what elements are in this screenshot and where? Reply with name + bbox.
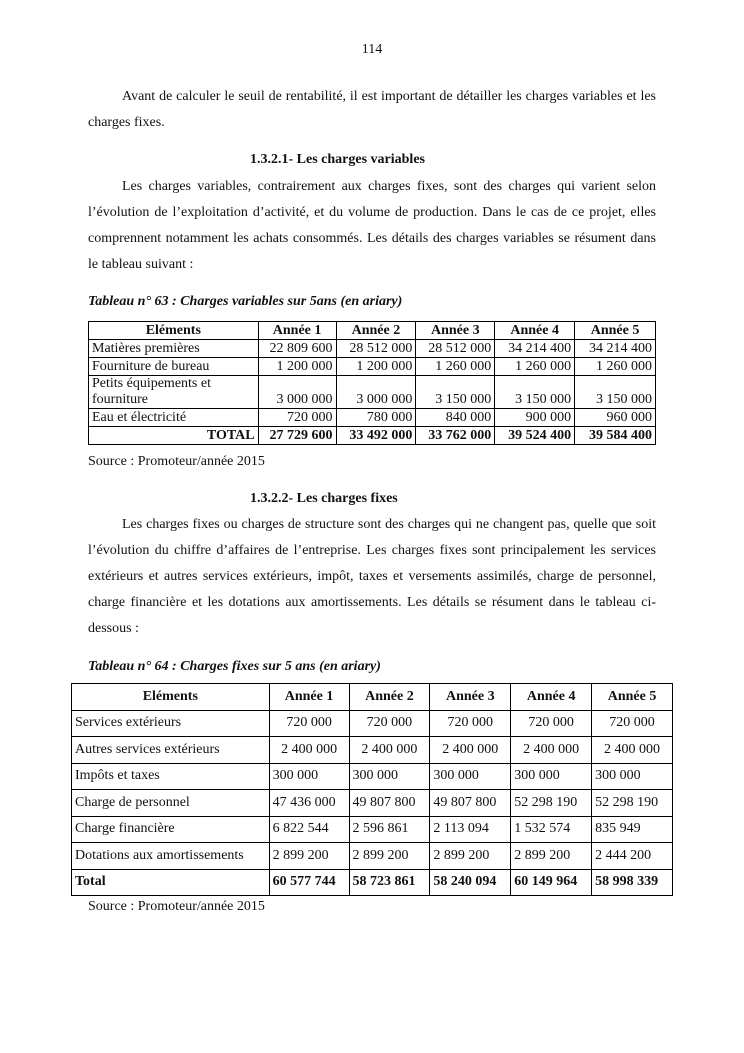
column-header: Année 4: [495, 322, 575, 340]
cell-value: 49 807 800: [349, 790, 430, 817]
table-row: [72, 710, 673, 737]
cell-value: 6 822 544: [269, 816, 349, 843]
total-value: 33 492 000: [336, 427, 416, 445]
cell-value: 2 400 000: [269, 737, 349, 764]
total-value: 58 998 339: [592, 869, 673, 896]
cell-value: 720 000: [511, 710, 592, 737]
column-header: Eléments: [89, 322, 259, 340]
cell-value: 960 000: [575, 409, 656, 427]
column-header: Année 2: [349, 684, 430, 711]
cell-value: 1 532 574: [511, 816, 592, 843]
table-row: [89, 358, 656, 376]
table-row: [72, 816, 673, 843]
table-row: [89, 376, 656, 409]
total-row: [72, 869, 673, 896]
cell-value: 720 000: [592, 710, 673, 737]
total-value: 27 729 600: [258, 427, 336, 445]
cell-value: 300 000: [511, 763, 592, 790]
cell-value: 720 000: [349, 710, 430, 737]
cell-value: 34 214 400: [495, 340, 575, 358]
row-label: Dotations aux amortissements: [72, 843, 270, 870]
cell-value: 22 809 600: [258, 340, 336, 358]
row-label: Eau et électricité: [89, 409, 259, 427]
cell-value: 300 000: [430, 763, 511, 790]
total-value: 33 762 000: [416, 427, 495, 445]
cell-value: 2 596 861: [349, 816, 430, 843]
cell-value: 28 512 000: [336, 340, 416, 358]
row-label: Impôts et taxes: [72, 763, 270, 790]
column-header: Année 3: [416, 322, 495, 340]
column-header: Année 5: [592, 684, 673, 711]
cell-value: 1 260 000: [575, 358, 656, 376]
total-label: TOTAL: [89, 427, 259, 445]
row-label: Fourniture de bureau: [89, 358, 259, 376]
cell-value: 2 899 200: [349, 843, 430, 870]
row-label: Charge de personnel: [72, 790, 270, 817]
table-row: [89, 340, 656, 358]
total-value: 58 723 861: [349, 869, 430, 896]
section-heading-variable-charges: 1.3.2.1- Les charges variables: [250, 152, 425, 167]
variable-charges-table: [88, 321, 656, 445]
row-label: Matières premières: [89, 340, 259, 358]
cell-value: 2 400 000: [511, 737, 592, 764]
cell-value: 2 899 200: [511, 843, 592, 870]
cell-value: 840 000: [416, 409, 495, 427]
variable-charges-paragraph: Les charges variables, contrairement aux charges fixes, sont des charges qui varient selon l’évolution de l’exploitation d’activité, et du volume de production. Dans le cas de ce projet, elles comprennent notamment les achats consommés. Les détails des charges variables se résument dans le tableau suivant :: [88, 179, 656, 272]
table-63-caption: Tableau n° 63 : Charges variables sur 5ans (en ariary): [88, 294, 403, 309]
column-header: Année 5: [575, 322, 656, 340]
total-value: 60 149 964: [511, 869, 592, 896]
table-row: [72, 790, 673, 817]
total-value: 39 524 400: [495, 427, 575, 445]
cell-value: 3 000 000: [258, 376, 336, 409]
fixed-charges-table: [71, 683, 673, 896]
column-header: Année 4: [511, 684, 592, 711]
header-row: [72, 684, 673, 711]
cell-value: 3 150 000: [575, 376, 656, 409]
column-header: Année 1: [269, 684, 349, 711]
cell-value: 3 150 000: [495, 376, 575, 409]
cell-value: 2 444 200: [592, 843, 673, 870]
table-63-source: Source : Promoteur/année 2015: [88, 454, 265, 469]
cell-value: 300 000: [269, 763, 349, 790]
cell-value: 2 899 200: [269, 843, 349, 870]
row-label: Services extérieurs: [72, 710, 270, 737]
cell-value: 835 949: [592, 816, 673, 843]
header-row: [89, 322, 656, 340]
table-64-caption: Tableau n° 64 : Charges fixes sur 5 ans (en ariary): [88, 659, 381, 674]
table-row: [89, 409, 656, 427]
cell-value: 900 000: [495, 409, 575, 427]
total-value: 58 240 094: [430, 869, 511, 896]
table-row: [72, 763, 673, 790]
cell-value: 780 000: [336, 409, 416, 427]
cell-value: 2 113 094: [430, 816, 511, 843]
column-header: Année 2: [336, 322, 416, 340]
cell-value: 1 200 000: [336, 358, 416, 376]
column-header: Année 1: [258, 322, 336, 340]
cell-value: 52 298 190: [592, 790, 673, 817]
row-label: Autres services extérieurs: [72, 737, 270, 764]
cell-value: 28 512 000: [416, 340, 495, 358]
cell-value: 2 400 000: [592, 737, 673, 764]
total-row: [89, 427, 656, 445]
column-header: Eléments: [72, 684, 270, 711]
table-row: [72, 843, 673, 870]
cell-value: 3 150 000: [416, 376, 495, 409]
section-heading-fixed-charges: 1.3.2.2- Les charges fixes: [250, 491, 398, 506]
cell-value: 720 000: [430, 710, 511, 737]
cell-value: 2 400 000: [349, 737, 430, 764]
cell-value: 49 807 800: [430, 790, 511, 817]
cell-value: 2 899 200: [430, 843, 511, 870]
row-label: Petits équipements et fourniture: [89, 376, 259, 409]
cell-value: 1 200 000: [258, 358, 336, 376]
intro-paragraph: Avant de calculer le seuil de rentabilité, il est important de détailler les charges variables et les charges fixes.: [88, 89, 656, 130]
row-label: Charge financière: [72, 816, 270, 843]
cell-value: 47 436 000: [269, 790, 349, 817]
total-value: 39 584 400: [575, 427, 656, 445]
table-64-source: Source : Promoteur/année 2015: [88, 899, 265, 914]
cell-value: 1 260 000: [495, 358, 575, 376]
page-number: 114: [361, 42, 383, 57]
cell-value: 300 000: [592, 763, 673, 790]
total-value: 60 577 744: [269, 869, 349, 896]
cell-value: 720 000: [269, 710, 349, 737]
column-header: Année 3: [430, 684, 511, 711]
cell-value: 2 400 000: [430, 737, 511, 764]
cell-value: 1 260 000: [416, 358, 495, 376]
cell-value: 300 000: [349, 763, 430, 790]
total-label: Total: [72, 869, 270, 896]
cell-value: 52 298 190: [511, 790, 592, 817]
cell-value: 720 000: [258, 409, 336, 427]
table-row: [72, 737, 673, 764]
cell-value: 3 000 000: [336, 376, 416, 409]
fixed-charges-paragraph: Les charges fixes ou charges de structure sont des charges qui ne changent pas, quelle que soit l’évolution du chiffre d’affaires de l’entreprise. Les charges fixes sont principalement les services extérieurs et autres services extérieurs, impôt, taxes et versements assimilés, charge de personnel, charge financière et les dotations aux amortissements. Les détails se résument dans le tableau ci-dessous :: [88, 517, 656, 636]
cell-value: 34 214 400: [575, 340, 656, 358]
